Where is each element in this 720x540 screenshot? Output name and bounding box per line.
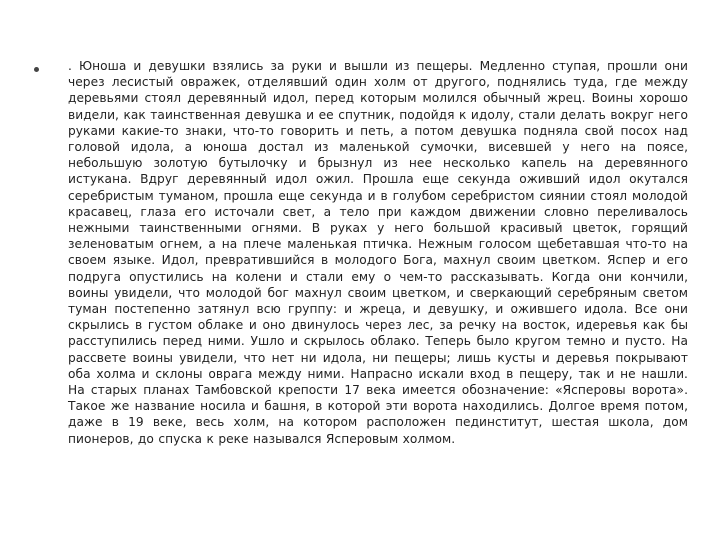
bullet-icon — [34, 67, 39, 72]
paragraph-text: . Юноша и девушки взялись за руки и вышли из пещеры. Медленно ступая, прошли они через лесистый овражек, отделявший один холм от другого, поднялись туда, где между деревьями стоял деревянный идол, перед которым молился обычный жрец. Воины хорошо видели, как таинственная девушка и ее спутник, подойдя к идолу, стали делать вокруг него руками какие-то знаки, что-то говорить и петь, а потом девушка подняла свой посох над головой идола, а юноша достал из маленькой сумочки, висевшей у него на поясе, небольшую золотую бутылочку и брызнул из нее несколько капель на деревянного истукана. Вдруг деревянный идол ожил. Прошла еще секунда оживший идол окутался серебристым туманом, прошла еще секунда и в голубом серебристом сиянии стоял молодой красавец, глаза его источали свет, а тело при каждом движении словно переливалось нежными таинственными огнями. В руках у него большой красивый цветок, горящий зеленоватым огнем, а на плече маленькая птичка. Нежным голосом щебетавшая что-то на своем языке. Идол, превратившийся в молодого Бога, махнул своим цветком. Яспер и его подруга опустились на колени и стали ему о чем-то рассказывать. Когда они кончили, воины увидели, что молодой бог махнул своим цветком, и сверкающий серебряным светом туман постепенно затянул всю группу: и жреца, и девушку, и ожившего идола. Все они скрылись в густом облаке и оно двинулось через лес, за речку на восток, идеревья как бы расступились перед ними. Ушло и скрылось облако. Теперь было кругом темно и пусто. На рассвете воины увидели, что нет ни идола, ни пещеры; лишь кусты и деревья покрывают оба холма и склоны оврага между ними. Напрасно искали вход в пещеру, так и не нашли. На старых планах Тамбовской крепости 17 века имеется обозначение: «Ясперовы ворота». Такое же название носила и башня, в которой эти ворота находились. Долгое время потом, даже в 19 веке, весь холм, на котором расположен пединститут, шестая школа, дом пионеров, до спуска к реке назывался Ясперовым холмом. — [68, 59, 688, 446]
